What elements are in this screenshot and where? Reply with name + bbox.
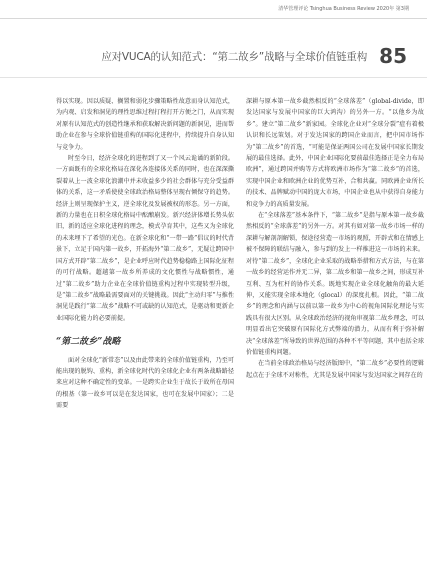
left-paragraph-3: 面对全球化“新常态”以及由此带来的全球价值链重构，乃至可能出现的脱钩、重构，新全球化时代的全球化企业有两条战略路径来应对这种不确定性的变革。一是跨实企业生于故长于故所在母国的根基（第一故乡可以是在发达国家，也可在发展中国家）；二是需要	[56, 356, 234, 410]
left-paragraph-1: 得以实现。因以质疑、搁置和弱化步骤策略性故意而身认知范式，为内观、启发和洞见的理性思维过程打程打开方便之门，从而实现对原有认知范式的创造性继承和获取解决新问题的新洞见，进而帮助企业在参与全球价值链重构的国际化进程中，持续提升自身认知与竞争力。	[56, 98, 234, 151]
left-paragraph-2: 时至今日，经济全球化的进程到了又一个风云诡谲的新阶段。一方面既有的全球化格局在深化各连接体关系的同时，也在深深撕裂着从上一波全球化浪潮中并未收益多少的社会群体与充分受益群体的关系，这一矛盾使使全球政治格局整体呈现右倾保守的趋势。经济上则呈现保护主义，逆全球化及发展被权的形态。另一方面，新的力量也在日积全球化格局中酝酿崩发。新兴经济体增长势头依旧，新的适应全球化进程的理念，模式孕育其中，这些又为全球化的未来埋下了希望的光色。在新全球化和“一带一路”倡议的时代背景下，立足于国内第一故乡，开拓海外“第二故乡”，无疑让跨国中国方式开辟“第二故乡”，是企业呼应时代趋势稳稳路上国际化征程的可行战略。超越第一故乡所养成的文化惯性与战略惯性，通过“第二故乡”助力企业在全球价值链重构过程中实现转型升级，是“第二故乡”战略最需要面对的关键挑战。因此“主动归零”与推性洞见是践行“第二故乡”战略不可或缺的认知范式，是驱动和更新企业国际化能力的必要前提。	[56, 155, 234, 322]
journal-name: 清华管理评论 Tsinghua Business Review 2020年 第3期	[278, 6, 409, 12]
running-title-band	[0, 44, 427, 72]
left-column	[56, 96, 234, 412]
article-title: 应对VUCA的认知范式：“第二故乡”战略与全球价值链重构	[101, 51, 367, 63]
right-paragraph-3: 在当前全球政治格局与经济版图中，“第二故乡”必要性的逻辑起点在于全球不对称性，尤其是发展中国家与发达国家之间存在的	[246, 360, 424, 379]
right-column	[246, 96, 424, 381]
page-number: 85	[379, 44, 407, 68]
title-divider	[0, 77, 427, 78]
right-paragraph-1: 深耕与原本第一故乡截然相反的“全球落差”（global-divide，即发达国家与发展中国家的巨大鸿沟）的另外一方。“以他乡为故乡”。建立“第二故乡”新家园。全球化企业对“全球分裂”症有着极认识和长远策划。对于发达国家的跨国企业而言，把中国市场作为“第二故乡”的首选，“可能是保证两国公司在发展中国家长期发展的最佳选择。此外，中国企业国际化要前最佳选择正是全力布局欧洲”，通过跨国并购等方式将欧洲市场作为“第二故乡”的首选，实现中国企业和欧洲企业的优势互补，合和共赢。同欧洲企业所长的技术、品牌赋动中国的庞大市场，中国企业也从中获得自身能力和竞争力的高质量发展。	[246, 98, 424, 208]
section-heading: “第二故乡”战略	[56, 337, 121, 348]
right-paragraph-2: 在“全球落差”基本条件下，“第二故乡”是指与原本第一故乡截然相反的“全球落差”的另外一方。对其有如对第一故乡市场一样的深耕与解剖剖解锁，保途径营造一市场的观照，开辟式和在情感上被不保障的联结与融入，参与到的发上一样推进这一市场的未来。对待“第二故乡”，全球化企业采取的战略举措和方式方法，与在第一故乡的经营运作并无二异，第二故乡和第一故乡之间，形成互补互利、互为杠杆的协作关系。既地实现企业全球化触角的最大延伸，又能实现全球本地化（glocal）的深度扎根。因此，“第二故乡”的理念和内涵与以前以第一故乡为中心的视角国际化理论与实践具有很大区别。从全球政治经济的视角审视第二故乡理念，可以明显看出它突破原有国际化方式弊端的潜力，从而有利于弥补解决“全球落差”所导致的世界范围的各种不平等问题，其中也括全球价值链重构问题。	[246, 212, 424, 356]
journal-header-bar	[0, 0, 427, 19]
